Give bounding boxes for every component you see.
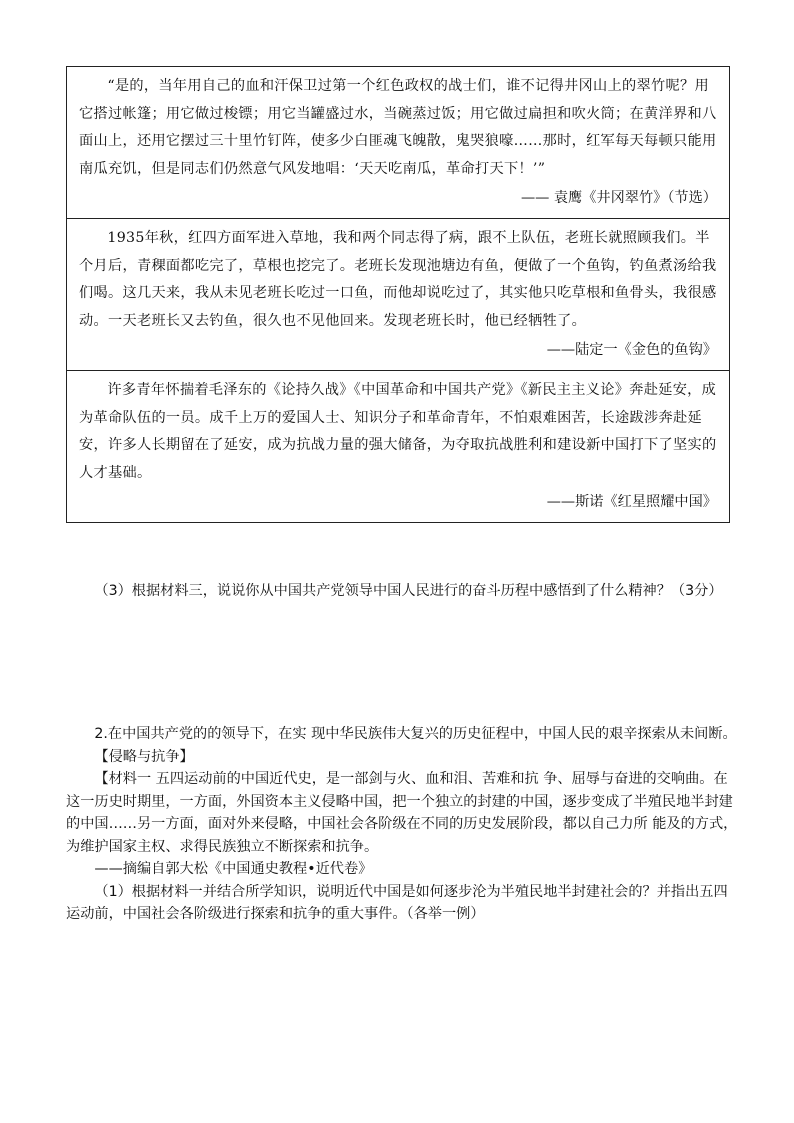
material-cell-1 [67,67,729,218]
section-2-intro: 2.在中国共产党的的领导下，在实 现中华民族伟大复兴的历史征程中，中国人民的艰辛探索从未间断。 [94,726,737,742]
material-source-2: ——陆定一《金色的鱼钩》 [546,342,717,358]
material-text-3: 许多青年怀揣着毛泽东的《论持久战》《中国革命和中国共产党》《新民主主义论》奔赴延安，成为革命队伍的一员。成千上万的爱国人士、知识分子和革命青年，不怕艰难困苦，长途跋涉奔赴延安，许多人长期留在了延安，成为抗战力量的强大储备，为夺取抗战胜利和建设新中国打下了坚实的人才基础。 [79,382,717,481]
material-text-1: “是的，当年用自己的血和汗保卫过第一个红色政权的战士们，谁不记得井冈山上的翠竹呢？用它搭过帐篷；用它做过梭镖；用它当罐盛过水，当碗蒸过饭；用它做过扁担和吹火筒；在黄洋界和八面山上，还用它摆过三十里竹钉阵，使多少白匪魂飞魄散，鬼哭狼嚎……那时，红军每天每顿只能用南瓜充饥，但是同志们仍然意气风发地唱：‘天天吃南瓜，革命打天下！’” [79,78,717,177]
section-2 [66,723,738,926]
material-1-source: ——摘编自郭大松《中国通史教程•近代卷》 [94,861,373,877]
question-1: （1）根据材料一并结合所学知识，说明近代中国是如何逐步沦为半殖民地半封建社会的？并指出五四运动前，中国社会各阶级进行探索和抗争的重大事件。（各举一例） [66,883,728,922]
material-text-2: 1935年秋，红四方面军进入草地，我和两个同志得了病，跟不上队伍，老班长就照顾我们。半个月后，青稞面都吃完了，草根也挖完了。老班长发现池塘边有鱼，便做了一个鱼钩，钓鱼煮汤给我们喝。这几天来，我从未见老班长吃过一口鱼，而他却说吃过了，其实他只吃草根和鱼骨头，我很感动。一天老班长又去钓鱼，很久也不见他回来。发现老班长时，他已经牺牲了。 [79,230,717,329]
material-1-text: 【材料一 五四运动前的中国近代史，是一部剑与火、血和泪、苦难和抗 争、屈辱与奋进的交响曲。在这一历史时期里，一方面，外国资本主义侵略中国，把一个独立的封建的中国，逐步变成了半殖民地半封建的中国……另一方面，面对外来侵略，中国社会各阶级在不同的历史发展阶段，都以自己力所 能及的方式，为维护国家主权、求得民族独立不断探索和抗争。 [66,771,738,855]
material-cell-2 [67,218,729,370]
material-source-1: —— 袁鹰《井冈翠竹》（节选） [520,190,717,206]
section-2-heading: 【侵略与抗争】 [94,748,194,765]
material-source-3: ——斯诺《红星照耀中国》 [546,494,717,510]
material-cell-3 [67,370,729,522]
question-3: （3）根据材料三，说说你从中国共产党领导中国人民进行的奋斗历程中感悟到了什么精神？（3分） [94,583,723,599]
material-table [66,66,730,523]
